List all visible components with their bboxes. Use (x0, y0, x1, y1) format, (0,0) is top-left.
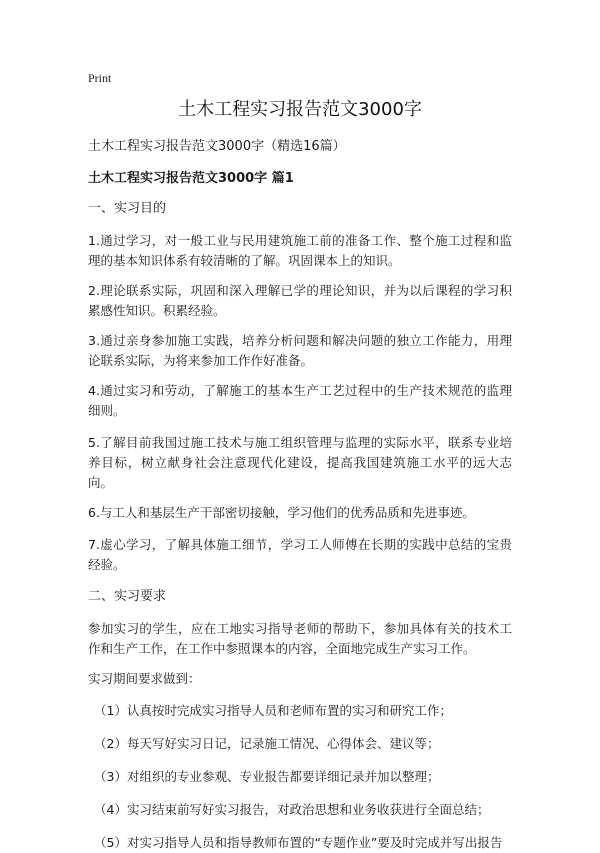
requirements-intro: 参加实习的学生，应在工地实习指导老师的帮助下，参加具体有关的技术工作和生产工作，在工作中参照课本的内容，全面地完成生产实习工作。 (88, 621, 512, 656)
objective-item-6: 6.与工人和基层生产干部密切接触，学习他们的优秀品质和先进事迹。 (88, 505, 475, 520)
objective-item-1: 1.通过学习，对一般工业与民用建筑施工前的准备工作、整个施工过程和监理的基本知识体系有较清晰的了解。巩固课本上的知识。 (88, 233, 512, 268)
requirement-item-1: （1）认真按时完成实习指导人员和老师布置的实习和研究工作； (94, 703, 452, 718)
requirement-item-2: （2）每天写好实习日记，记录施工情况、心得体会、建议等； (94, 736, 440, 751)
period-label: 实习期间要求做到： (88, 671, 201, 686)
print-label: Print (88, 71, 112, 85)
objective-item-2: 2.理论联系实际，巩固和深入理解已学的理论知识，并为以后课程的学习积累感性知识。积累经验。 (88, 283, 512, 318)
objective-item-3: 3.通过亲身参加施工实践，培养分析问题和解决问题的独立工作能力，用理论联系实际，为将来参加工作作好准备。 (88, 333, 512, 368)
part1-heading: 一、实习目的 (88, 201, 167, 216)
document-title: 土木工程实习报告范文3000字 (178, 99, 422, 120)
objective-item-4: 4.通过实习和劳动，了解施工的基本生产工艺过程中的生产技术规范的监理细则。 (88, 383, 512, 418)
section-heading: 土木工程实习报告范文3000字 篇1 (88, 171, 294, 186)
requirement-item-4: （4）实习结束前写好实习报告，对政治思想和业务收获进行全面总结； (94, 802, 490, 817)
document-subtitle: 土木工程实习报告范文3000字（精选16篇） (88, 139, 346, 154)
objective-item-5: 5.了解目前我国过施工技术与施工组织管理与监理的实际水平，联系专业培养目标，树立献身社会注意现代化建设，提高我国建筑施工水平的远大志向。 (88, 435, 512, 490)
part2-heading: 二、实习要求 (88, 589, 167, 604)
requirement-item-3: （3）对组织的专业参观、专业报告都要详细记录并加以整理； (94, 769, 440, 784)
requirement-item-5: （5）对实习指导人员和指导教师布置的“专题作业”要及时完成并写出报告 (94, 835, 503, 850)
objective-item-7: 7.虚心学习，了解具体施工细节，学习工人师傅在长期的实践中总结的宝贵经验。 (88, 537, 512, 572)
